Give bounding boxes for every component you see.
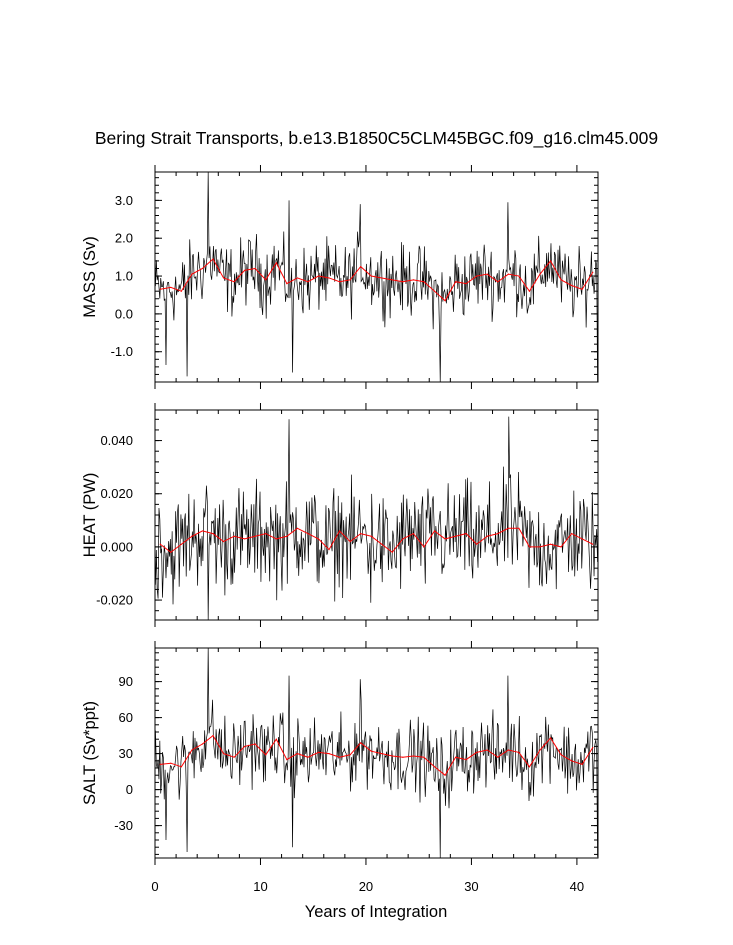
mass-ytick-label: 0.0 [114, 306, 133, 322]
heat-annual-mean-point [371, 536, 372, 537]
mass-annual-mean-point [539, 274, 540, 275]
heat-annual-mean-point [455, 536, 456, 537]
salt-annual-mean-point [582, 764, 583, 765]
salt-annual-mean-point [234, 757, 235, 758]
salt-annual-mean-point [360, 742, 361, 743]
heat-ytick-label: 0.040 [100, 433, 133, 449]
heat-annual-mean-point [255, 536, 256, 537]
mass-annual-mean-point [223, 277, 224, 278]
salt-annual-mean-point [560, 754, 561, 755]
salt-annual-mean-point [371, 751, 372, 752]
salt-annual-mean-point [191, 749, 192, 750]
salt-ylabel: SALT (Sv*ppt) [81, 701, 99, 805]
heat-annual-mean-point [497, 533, 498, 534]
salt-xtick-label: 20 [358, 879, 374, 894]
mass-annual-mean-point [191, 274, 192, 275]
salt-annual-mean-point [550, 737, 551, 738]
mass-annual-mean-point [381, 277, 382, 278]
heat-annual-mean-point [392, 552, 393, 553]
figure-title: Bering Strait Transports, b.e13.B1850C5CLM45BGC.f09_g16.clm45.009 [94, 128, 659, 148]
salt-annual-mean-point [223, 753, 224, 754]
mass-annual-mean-point [234, 281, 235, 282]
heat-annual-mean-point [444, 538, 445, 539]
heat-annual-mean-point [202, 530, 203, 531]
heat-annual-mean-point [191, 536, 192, 537]
heat-annual-mean-point [339, 530, 340, 531]
heat-annual-mean-point [413, 533, 414, 534]
mass-annual-mean-point [265, 279, 266, 280]
salt-annual-mean-point [476, 752, 477, 753]
heat-annual-mean-point [328, 549, 329, 550]
salt-annual-mean-point [592, 747, 593, 748]
heat-annual-mean-point [307, 533, 308, 534]
mass-annual-mean-point [466, 283, 467, 284]
mass-annual-mean-point [202, 268, 203, 269]
heat-ylabel: HEAT (PW) [81, 472, 99, 558]
heat-annual-mean-point [508, 528, 509, 529]
heat-plot-frame [155, 410, 598, 620]
heat-annual-mean-point [234, 536, 235, 537]
mass-annual-mean-point [350, 279, 351, 280]
salt-annual-mean-point [244, 746, 245, 747]
mass-annual-mean-point [170, 287, 171, 288]
mass-ytick-label: 3.0 [114, 192, 133, 208]
salt-annual-mean-point [328, 753, 329, 754]
mass-annual-mean-point [476, 275, 477, 276]
mass-ytick-label: 1.0 [114, 268, 133, 284]
salt-annual-mean-point [487, 749, 488, 750]
heat-annual-mean-point [487, 536, 488, 537]
salt-annual-mean-point [339, 757, 340, 758]
mass-annual-mean-point [529, 291, 530, 292]
salt-annual-mean-point [170, 763, 171, 764]
salt-xtick-label: 30 [464, 879, 479, 894]
heat-annual-mean-point [402, 538, 403, 539]
salt-annual-mean-point [529, 766, 530, 767]
heat-annual-mean-point [318, 538, 319, 539]
mass-annual-mean-point [508, 274, 509, 275]
salt-annual-mean-point [402, 757, 403, 758]
mass-annual-mean-point [497, 281, 498, 282]
heat-annual-mean-point [160, 544, 161, 545]
salt-annual-mean-point [434, 766, 435, 767]
salt-annual-mean-point [265, 754, 266, 755]
mass-annual-mean-point [286, 283, 287, 284]
heat-annual-mean-point [476, 544, 477, 545]
heat-annual-mean-point [571, 533, 572, 534]
heat-ytick-label: 0.000 [100, 539, 133, 555]
heat-annual-mean-point [170, 552, 171, 553]
mass-annual-mean-point [560, 279, 561, 280]
heat-annual-mean-point [539, 546, 540, 547]
heat-monthly-series [155, 417, 597, 620]
salt-ytick-label: 30 [118, 746, 133, 762]
mass-annual-mean-point [307, 281, 308, 282]
salt-annual-mean-point [518, 752, 519, 753]
heat-annual-mean-point [350, 541, 351, 542]
salt-annual-mean-point [160, 764, 161, 765]
salt-annual-mean-point [381, 753, 382, 754]
heat-annual-mean-point [276, 538, 277, 539]
salt-annual-mean-point [392, 755, 393, 756]
salt-annual-mean-point [466, 759, 467, 760]
heat-annual-mean-point [244, 538, 245, 539]
heat-annual-mean-point [181, 544, 182, 545]
salt-ytick-label: 60 [118, 710, 133, 726]
salt-annual-mean-point [423, 757, 424, 758]
heat-annual-mean-point [592, 544, 593, 545]
mass-ytick-label: -1.0 [110, 344, 133, 360]
heat-annual-mean-point [550, 544, 551, 545]
salt-annual-mean-point [350, 754, 351, 755]
salt-annual-mean-point [286, 759, 287, 760]
mass-annual-mean-point [582, 289, 583, 290]
heat-annual-mean-point [466, 533, 467, 534]
mass-annual-mean-point [255, 268, 256, 269]
salt-annual-mean-point [455, 757, 456, 758]
mass-annual-mean-point [360, 266, 361, 267]
heat-ytick-label: 0.020 [100, 486, 133, 502]
mass-annual-mean-point [571, 285, 572, 286]
xlabel: Years of Integration [304, 903, 448, 921]
mass-annual-mean-point [487, 274, 488, 275]
mass-annual-mean-point [423, 281, 424, 282]
heat-annual-mean-point [297, 528, 298, 529]
heat-annual-mean-point [423, 546, 424, 547]
salt-annual-mean-point [276, 739, 277, 740]
salt-annual-mean-point [318, 752, 319, 753]
mass-annual-mean-point [402, 281, 403, 282]
salt-xtick-label: 10 [253, 879, 268, 894]
heat-annual-mean-point [265, 533, 266, 534]
salt-annual-mean-point [297, 753, 298, 754]
heat-annual-mean-point [518, 528, 519, 529]
salt-annual-mean-point [202, 743, 203, 744]
heat-annual-mean-point [582, 538, 583, 539]
mass-annual-mean-point [276, 262, 277, 263]
salt-monthly-series [155, 648, 597, 858]
salt-annual-mean-point [571, 760, 572, 761]
mass-annual-mean-point [328, 277, 329, 278]
mass-annual-mean-point [212, 258, 213, 259]
heat-annual-mean-point [560, 546, 561, 547]
mass-annual-mean-point [455, 281, 456, 282]
mass-annual-mean-point [181, 291, 182, 292]
heat-annual-mean-point [381, 544, 382, 545]
salt-annual-mean-point [508, 749, 509, 750]
salt-xtick-label: 0 [151, 879, 159, 894]
salt-annual-mean-point [539, 749, 540, 750]
salt-ytick-label: 0 [125, 782, 133, 798]
heat-annual-mean-point [223, 541, 224, 542]
salt-ytick-label: -30 [114, 818, 133, 834]
mass-ylabel: MASS (Sv) [81, 236, 99, 318]
salt-annual-mean-point [181, 766, 182, 767]
salt-ytick-label: 90 [118, 674, 133, 690]
salt-annual-mean-point [497, 757, 498, 758]
salt-annual-mean-point [255, 743, 256, 744]
mass-annual-mean-point [550, 260, 551, 261]
heat-annual-mean-point [529, 546, 530, 547]
mass-annual-mean-point [434, 291, 435, 292]
mass-annual-mean-point [339, 281, 340, 282]
mass-annual-mean-point [160, 289, 161, 290]
salt-annual-mean-point [413, 755, 414, 756]
heat-annual-mean-point [286, 536, 287, 537]
heat-ytick-label: -0.020 [96, 592, 133, 608]
mass-annual-mean-point [318, 275, 319, 276]
mass-annual-mean-point [244, 270, 245, 271]
heat-annual-mean-point [434, 530, 435, 531]
mass-ytick-label: 2.0 [114, 230, 133, 246]
mass-annual-mean-point [371, 275, 372, 276]
mass-annual-mean-point [297, 277, 298, 278]
mass-annual-mean-point [518, 275, 519, 276]
salt-annual-mean-point [444, 775, 445, 776]
salt-annual-mean-point [212, 735, 213, 736]
heat-annual-mean-point [212, 533, 213, 534]
mass-annual-mean-point [592, 272, 593, 273]
salt-xtick-label: 40 [569, 879, 585, 894]
mass-annual-mean-point [444, 300, 445, 301]
mass-annual-mean-point [392, 279, 393, 280]
heat-annual-mean-point [360, 533, 361, 534]
mass-annual-mean-point [413, 279, 414, 280]
salt-annual-mean-point [307, 757, 308, 758]
